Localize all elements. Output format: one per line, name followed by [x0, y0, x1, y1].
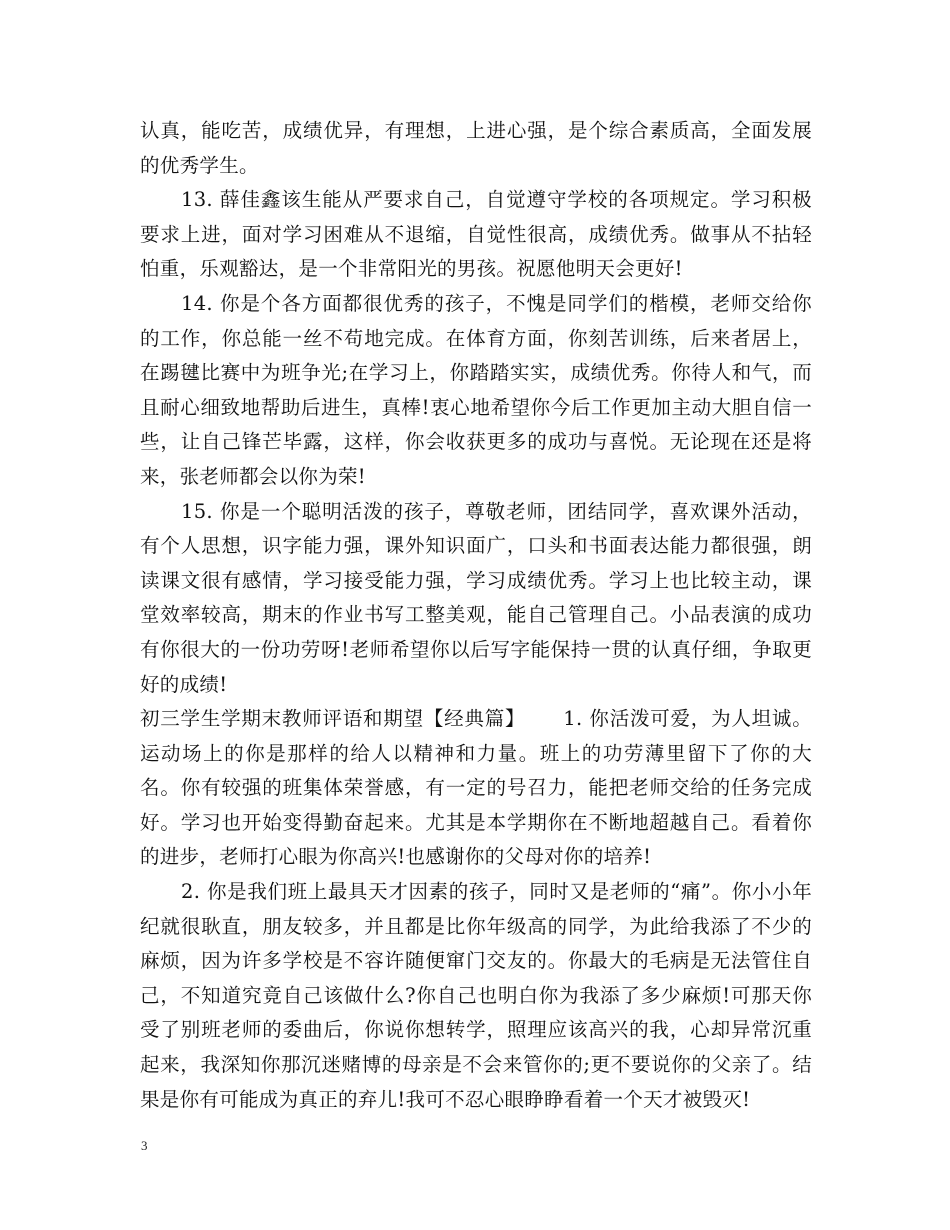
- paragraph-continuation: 认真，能吃苦，成绩优异，有理想，上进心强，是个综合素质高，全面发展的优秀学生。: [140, 119, 812, 177]
- paragraph-item-13: 13. 薛佳鑫该生能从严要求自己，自觉遵守学校的各项规定。学习积极要求上进，面对学习困难从不退缩，自觉性很高，成绩优秀。做事从不拈轻怕重，乐观豁达，是一个非常阳光的男孩。祝愿他明天会更好!: [140, 188, 812, 281]
- paragraph-item-14: 14. 你是个各方面都很优秀的孩子，不愧是同学们的楷模，老师交给你的工作，你总能一丝不苟地完成。在体育方面，你刻苦训练，后来者居上，在踢毽比赛中为班争光;在学习上，你踏踏实实，成绩优秀。你待人和气，而且耐心细致地帮助后进生，真棒!衷心地希望你今后工作更加主动大胆自信一些，让自己锋芒毕露，这样，你会收获更多的成功与喜悦。无论现在还是将来，张老师都会以你为荣!: [140, 291, 812, 488]
- document-body: [140, 114, 812, 1117]
- paragraph-item-15: 15. 你是一个聪明活泼的孩子，尊敬老师，团结同学，喜欢课外活动，有个人思想，识字能力强，课外知识面广，口头和书面表达能力都很强，朗读课文很有感情，学习接受能力强，学习成绩优秀。学习上也比较主动，课堂效率较高，期末的作业书写工整美观，能自己管理自己。小品表演的成功有你很大的一份功劳呀!老师希望你以后写字能保持一贯的认真仔细，争取更好的成绩!: [140, 499, 812, 696]
- section-paragraph: [140, 702, 812, 875]
- page-number: 3: [141, 1138, 148, 1153]
- section-heading: 初三学生学期末教师评语和期望【经典篇】: [140, 707, 526, 731]
- paragraph-item-2: 2. 你是我们班上最具天才因素的孩子，同时又是老师的“痛”。你小小年纪就很耿直，朋友较多，并且都是比你年级高的同学，为此给我添了不少的麻烦，因为许多学校是不容许随便窜门交友的。你最大的毛病是无法管住自己，不知道究竟自己该做什么?你自己也明白你为我添了多少麻烦!可那天你受了别班老师的委曲后，你说你想转学，照理应该高兴的我，心却异常沉重起来，我深知你那沉迷赌博的母亲是不会来管你的;更不要说你的父亲了。结果是你有可能成为真正的弃儿!我可不忍心眼睁睁看着一个天才被毁灭!: [140, 880, 812, 1111]
- paragraph-item-1: 1. 你活泼可爱，为人坦诚。运动场上的你是那样的给人以精神和力量。班上的功劳薄里留下了你的大名。你有较强的班集体荣誉感，有一定的号召力，能把老师交给的任务完成好。学习也开始变得勤奋起来。尤其是本学期你在不断地超越自己。看着你的进步，老师打心眼为你高兴!也感谢你的父母对你的培养!: [140, 707, 812, 869]
